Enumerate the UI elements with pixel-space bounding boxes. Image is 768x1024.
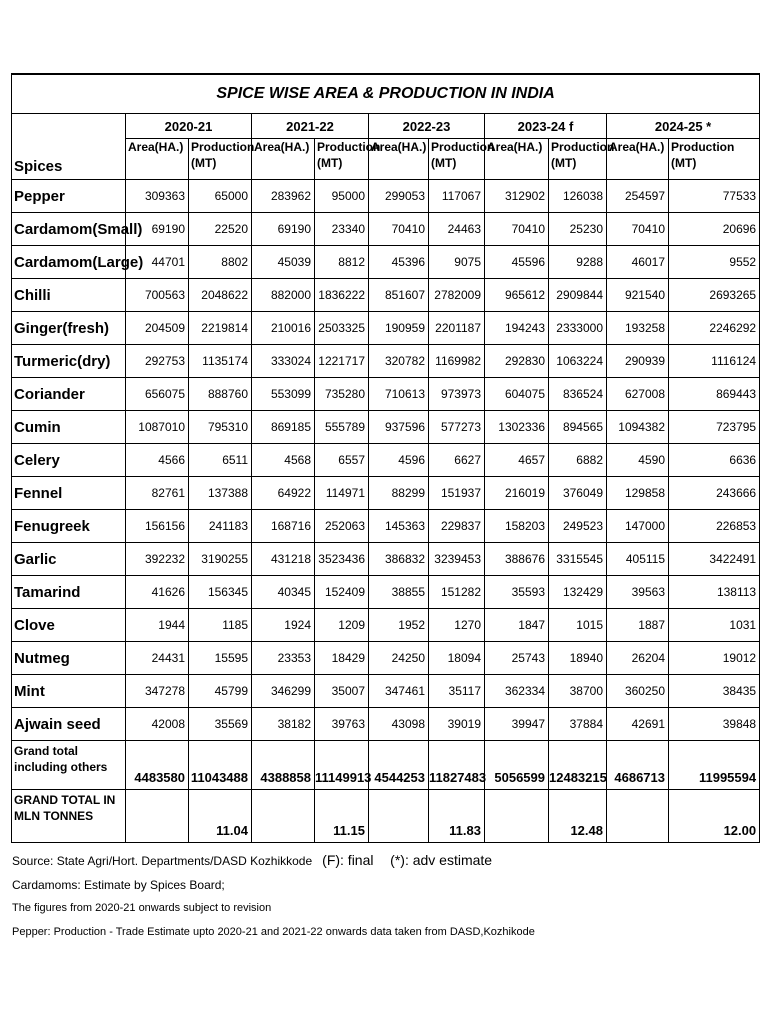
area-value: 193258: [607, 312, 669, 345]
area-value: 25743: [485, 642, 549, 675]
area-value: 4544253: [369, 741, 429, 790]
production-value: 137388: [189, 477, 252, 510]
production-value: 18429: [315, 642, 369, 675]
area-value: 42008: [126, 708, 189, 741]
area-value: 290939: [607, 345, 669, 378]
production-value: 1135174: [189, 345, 252, 378]
area-value: 965612: [485, 279, 549, 312]
table-row: [12, 708, 760, 741]
spice-table: [11, 73, 760, 843]
production-value: 243666: [669, 477, 760, 510]
production-value: 795310: [189, 411, 252, 444]
area-value: 553099: [252, 378, 315, 411]
spice-name: Cumin: [12, 411, 126, 444]
year-header: 2023-24 f: [485, 114, 607, 139]
area-value: 43098: [369, 708, 429, 741]
year-header: 2020-21: [126, 114, 252, 139]
production-value: 45799: [189, 675, 252, 708]
area-value: 42691: [607, 708, 669, 741]
area-value: 320782: [369, 345, 429, 378]
production-value: 1270: [429, 609, 485, 642]
area-value: 346299: [252, 675, 315, 708]
production-column-header: Production (MT): [429, 139, 485, 180]
area-value: 254597: [607, 180, 669, 213]
area-column-header: Area(HA.): [252, 139, 315, 180]
production-value: 18094: [429, 642, 485, 675]
production-value: 3523436: [315, 543, 369, 576]
production-value: 2503325: [315, 312, 369, 345]
production-value: 12.48: [549, 790, 607, 843]
spice-name: Nutmeg: [12, 642, 126, 675]
table-row: [12, 213, 760, 246]
area-value: 333024: [252, 345, 315, 378]
area-value: 35593: [485, 576, 549, 609]
production-value: 11043488: [189, 741, 252, 790]
area-value: 309363: [126, 180, 189, 213]
area-value: 921540: [607, 279, 669, 312]
area-value: 347278: [126, 675, 189, 708]
production-value: 6557: [315, 444, 369, 477]
area-value: 360250: [607, 675, 669, 708]
area-value: 283962: [252, 180, 315, 213]
production-column-header: Production (MT): [549, 139, 607, 180]
area-value: 88299: [369, 477, 429, 510]
area-value: 1952: [369, 609, 429, 642]
production-value: 2909844: [549, 279, 607, 312]
area-value: 4388858: [252, 741, 315, 790]
production-value: 132429: [549, 576, 607, 609]
area-column-header: Area(HA.): [607, 139, 669, 180]
area-value: 40345: [252, 576, 315, 609]
spice-name: GRAND TOTAL IN MLN TONNES: [12, 790, 126, 843]
production-value: 11827483: [429, 741, 485, 790]
production-value: 156345: [189, 576, 252, 609]
area-value: 299053: [369, 180, 429, 213]
production-value: 1015: [549, 609, 607, 642]
table-row: [12, 444, 760, 477]
production-value: 2201187: [429, 312, 485, 345]
area-value: 4566: [126, 444, 189, 477]
area-value: 4596: [369, 444, 429, 477]
table-row: [12, 312, 760, 345]
area-value: [369, 790, 429, 843]
area-value: 869185: [252, 411, 315, 444]
area-value: 388676: [485, 543, 549, 576]
production-value: 1221717: [315, 345, 369, 378]
production-value: 3315545: [549, 543, 607, 576]
area-value: 45396: [369, 246, 429, 279]
area-value: 4590: [607, 444, 669, 477]
area-column-header: Area(HA.): [485, 139, 549, 180]
area-value: 937596: [369, 411, 429, 444]
area-value: 4483580: [126, 741, 189, 790]
area-value: 24250: [369, 642, 429, 675]
area-value: 168716: [252, 510, 315, 543]
revision-note: The figures from 2020-21 onwards subject to revision: [12, 902, 272, 914]
area-value: 362334: [485, 675, 549, 708]
table-row: [12, 510, 760, 543]
spice-name: Cardamom(Small): [12, 213, 126, 246]
spice-name: Fenugreek: [12, 510, 126, 543]
production-value: 12483215: [549, 741, 607, 790]
area-value: 145363: [369, 510, 429, 543]
table-row: [12, 675, 760, 708]
table-row: [12, 477, 760, 510]
production-value: 2048622: [189, 279, 252, 312]
table-row: [12, 609, 760, 642]
area-value: 70410: [369, 213, 429, 246]
area-value: 1087010: [126, 411, 189, 444]
area-value: 38855: [369, 576, 429, 609]
area-value: 39563: [607, 576, 669, 609]
source-note: [12, 852, 492, 868]
area-value: 129858: [607, 477, 669, 510]
production-value: 9075: [429, 246, 485, 279]
area-value: 147000: [607, 510, 669, 543]
production-value: 65000: [189, 180, 252, 213]
table-row: [12, 642, 760, 675]
spice-name: Coriander: [12, 378, 126, 411]
grand-total-mln-row: [12, 790, 760, 843]
table-row: [12, 279, 760, 312]
area-value: 44701: [126, 246, 189, 279]
area-value: 70410: [485, 213, 549, 246]
area-value: 347461: [369, 675, 429, 708]
area-value: 46017: [607, 246, 669, 279]
area-value: 710613: [369, 378, 429, 411]
production-value: 38435: [669, 675, 760, 708]
production-value: 114971: [315, 477, 369, 510]
production-value: 23340: [315, 213, 369, 246]
production-value: 6627: [429, 444, 485, 477]
production-value: 577273: [429, 411, 485, 444]
area-value: [252, 790, 315, 843]
area-value: 1847: [485, 609, 549, 642]
production-value: 836524: [549, 378, 607, 411]
production-value: 869443: [669, 378, 760, 411]
production-value: 126038: [549, 180, 607, 213]
area-value: 656075: [126, 378, 189, 411]
area-value: 45039: [252, 246, 315, 279]
area-column-header: Area(HA.): [369, 139, 429, 180]
production-value: 15595: [189, 642, 252, 675]
area-value: 204509: [126, 312, 189, 345]
production-value: 77533: [669, 180, 760, 213]
spice-table-sheet: [11, 73, 759, 843]
spices-column-header: Spices: [12, 114, 126, 180]
production-value: 1031: [669, 609, 760, 642]
production-value: 3239453: [429, 543, 485, 576]
area-value: 216019: [485, 477, 549, 510]
production-value: 39848: [669, 708, 760, 741]
final-legend: (F): final: [322, 852, 374, 868]
table-row: [12, 180, 760, 213]
area-value: [126, 790, 189, 843]
production-value: 376049: [549, 477, 607, 510]
production-value: 11995594: [669, 741, 760, 790]
table-row: [12, 345, 760, 378]
production-column-header: Production (MT): [669, 139, 760, 180]
spice-name: Turmeric(dry): [12, 345, 126, 378]
production-value: 22520: [189, 213, 252, 246]
production-value: 241183: [189, 510, 252, 543]
production-value: 11.04: [189, 790, 252, 843]
area-value: 69190: [252, 213, 315, 246]
area-value: 1924: [252, 609, 315, 642]
spice-name: Ajwain seed: [12, 708, 126, 741]
pepper-note: Pepper: Production - Trade Estimate upto 2020-21 and 2021-22 onwards data taken from DASD,Kozhikode: [12, 926, 535, 938]
production-value: 37884: [549, 708, 607, 741]
production-value: 252063: [315, 510, 369, 543]
area-value: 312902: [485, 180, 549, 213]
production-value: 8812: [315, 246, 369, 279]
production-value: 6882: [549, 444, 607, 477]
production-value: 973973: [429, 378, 485, 411]
production-value: 11149913: [315, 741, 369, 790]
area-value: 5056599: [485, 741, 549, 790]
area-value: 70410: [607, 213, 669, 246]
area-value: 41626: [126, 576, 189, 609]
spice-name: Garlic: [12, 543, 126, 576]
spice-name: Grand total including others: [12, 741, 126, 790]
table-title: SPICE WISE AREA & PRODUCTION IN INDIA: [12, 74, 760, 114]
area-value: 4568: [252, 444, 315, 477]
area-value: 405115: [607, 543, 669, 576]
year-header: 2024-25 *: [607, 114, 760, 139]
spice-name: Celery: [12, 444, 126, 477]
production-value: 1116124: [669, 345, 760, 378]
table-row: [12, 246, 760, 279]
production-value: 6511: [189, 444, 252, 477]
area-value: 851607: [369, 279, 429, 312]
area-value: 158203: [485, 510, 549, 543]
table-row: [12, 378, 760, 411]
area-value: 700563: [126, 279, 189, 312]
area-value: 210016: [252, 312, 315, 345]
area-value: 1094382: [607, 411, 669, 444]
area-value: 26204: [607, 642, 669, 675]
production-value: 35007: [315, 675, 369, 708]
production-value: 6636: [669, 444, 760, 477]
production-value: 12.00: [669, 790, 760, 843]
production-value: 151282: [429, 576, 485, 609]
production-value: 555789: [315, 411, 369, 444]
production-value: 2246292: [669, 312, 760, 345]
grand-total-row: [12, 741, 760, 790]
production-value: 152409: [315, 576, 369, 609]
area-value: 292753: [126, 345, 189, 378]
area-value: 64922: [252, 477, 315, 510]
cardamoms-note: Cardamoms: Estimate by Spices Board;: [12, 878, 225, 892]
production-value: 3190255: [189, 543, 252, 576]
production-value: 24463: [429, 213, 485, 246]
area-value: 1887: [607, 609, 669, 642]
area-value: 1302336: [485, 411, 549, 444]
area-value: 24431: [126, 642, 189, 675]
area-value: 45596: [485, 246, 549, 279]
area-value: [485, 790, 549, 843]
production-value: 35117: [429, 675, 485, 708]
production-value: 723795: [669, 411, 760, 444]
production-value: 2333000: [549, 312, 607, 345]
area-value: 386832: [369, 543, 429, 576]
area-value: 194243: [485, 312, 549, 345]
production-value: 2693265: [669, 279, 760, 312]
production-value: 39019: [429, 708, 485, 741]
production-value: 38700: [549, 675, 607, 708]
production-value: 138113: [669, 576, 760, 609]
spice-name: Mint: [12, 675, 126, 708]
area-value: [607, 790, 669, 843]
production-value: 19012: [669, 642, 760, 675]
area-value: 190959: [369, 312, 429, 345]
area-value: 1944: [126, 609, 189, 642]
production-value: 1209: [315, 609, 369, 642]
production-column-header: Production (MT): [189, 139, 252, 180]
table-row: [12, 411, 760, 444]
area-value: 23353: [252, 642, 315, 675]
spice-name: Chilli: [12, 279, 126, 312]
area-value: 69190: [126, 213, 189, 246]
area-value: 82761: [126, 477, 189, 510]
adv-estimate-legend: (*): adv estimate: [390, 852, 493, 868]
production-value: 9288: [549, 246, 607, 279]
area-value: 292830: [485, 345, 549, 378]
year-header: 2022-23: [369, 114, 485, 139]
production-value: 888760: [189, 378, 252, 411]
production-value: 229837: [429, 510, 485, 543]
production-value: 735280: [315, 378, 369, 411]
area-value: 4657: [485, 444, 549, 477]
production-value: 1185: [189, 609, 252, 642]
production-value: 1836222: [315, 279, 369, 312]
production-value: 117067: [429, 180, 485, 213]
area-column-header: Area(HA.): [126, 139, 189, 180]
production-value: 1063224: [549, 345, 607, 378]
production-value: 25230: [549, 213, 607, 246]
production-value: 39763: [315, 708, 369, 741]
production-value: 18940: [549, 642, 607, 675]
production-value: 2782009: [429, 279, 485, 312]
production-value: 11.83: [429, 790, 485, 843]
area-value: 882000: [252, 279, 315, 312]
area-value: 38182: [252, 708, 315, 741]
area-value: 392232: [126, 543, 189, 576]
area-value: 39947: [485, 708, 549, 741]
area-value: 604075: [485, 378, 549, 411]
area-value: 156156: [126, 510, 189, 543]
source-text: Source: State Agri/Hort. Departments/DASD Kozhikkode: [12, 854, 313, 868]
table-row: [12, 576, 760, 609]
area-value: 627008: [607, 378, 669, 411]
production-value: 8802: [189, 246, 252, 279]
production-value: 20696: [669, 213, 760, 246]
production-value: 35569: [189, 708, 252, 741]
production-column-header: Production (MT): [315, 139, 369, 180]
table-row: [12, 543, 760, 576]
spice-name: Fennel: [12, 477, 126, 510]
production-value: 11.15: [315, 790, 369, 843]
production-value: 3422491: [669, 543, 760, 576]
spice-name: Cardamom(Large): [12, 246, 126, 279]
production-value: 2219814: [189, 312, 252, 345]
production-value: 95000: [315, 180, 369, 213]
production-value: 1169982: [429, 345, 485, 378]
area-value: 4686713: [607, 741, 669, 790]
production-value: 226853: [669, 510, 760, 543]
spice-name: Pepper: [12, 180, 126, 213]
spice-name: Tamarind: [12, 576, 126, 609]
production-value: 894565: [549, 411, 607, 444]
spice-name: Ginger(fresh): [12, 312, 126, 345]
area-value: 431218: [252, 543, 315, 576]
year-header: 2021-22: [252, 114, 369, 139]
spice-name: Clove: [12, 609, 126, 642]
production-value: 9552: [669, 246, 760, 279]
production-value: 151937: [429, 477, 485, 510]
production-value: 249523: [549, 510, 607, 543]
